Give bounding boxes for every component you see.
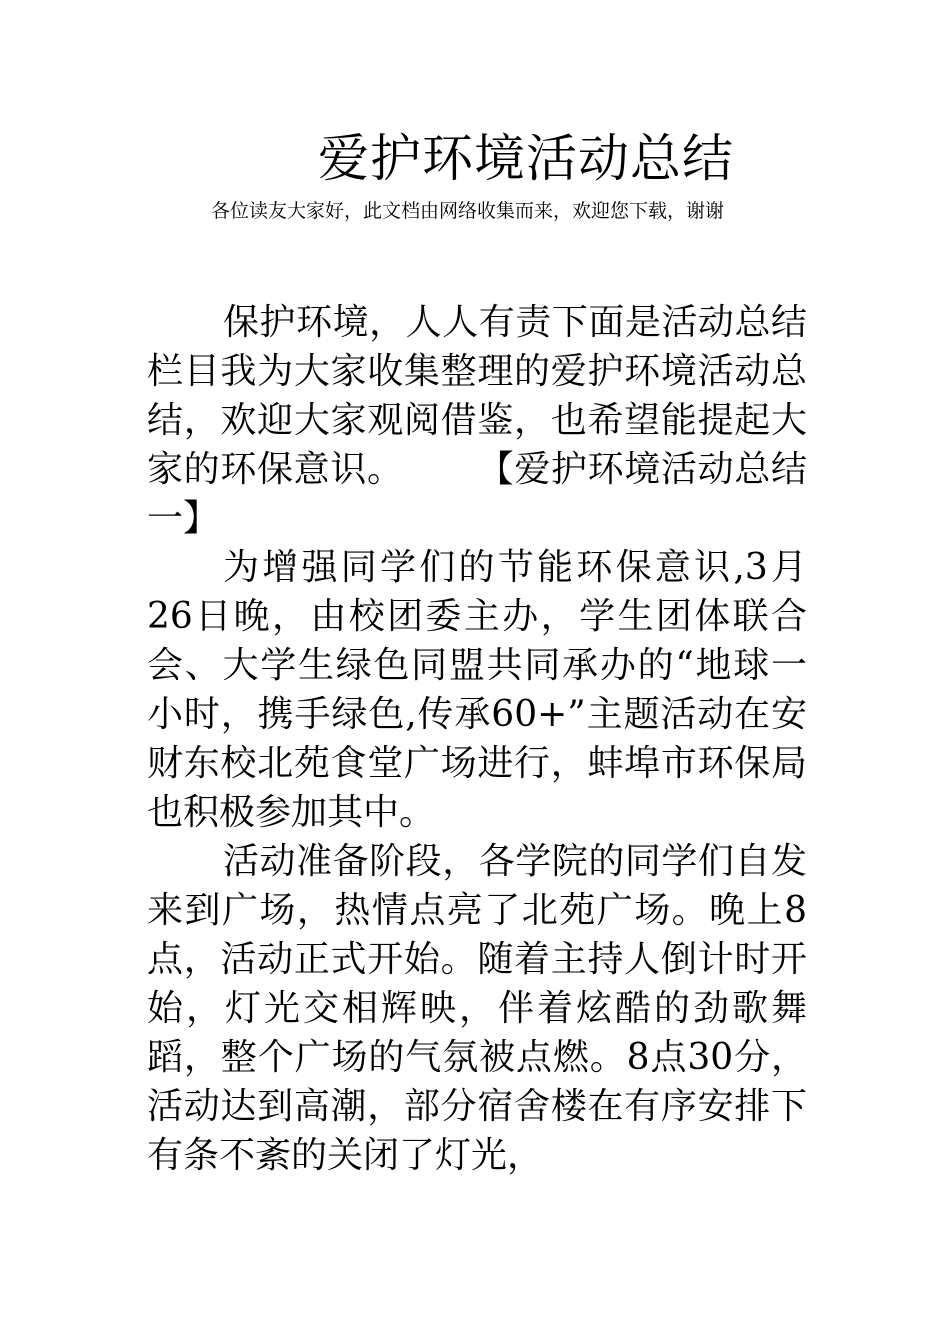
document-body: [147, 298, 807, 1180]
download-note: 各位读友大家好，此文档由网络收集而来，欢迎您下载，谢谢: [211, 200, 725, 222]
paragraph-event: 为增强同学们的节能环保意识,3月26日晚，由校团委主办，学生团体联合会、大学生绿色同盟共同承办的“地球一小时，携手绿色,传承60+”主题活动在安财东校北苑食堂广场进行，蚌埠市环保局也积极参加其中。: [147, 547, 807, 833]
paragraph-activity: 活动准备阶段，各学院的同学们自发来到广场，热情点亮了北苑广场。晚上8点，活动正式开始。随着主持人倒计时开始，灯光交相辉映，伴着炫酷的劲歌舞蹈，整个广场的气氛被点燃。8点30分，活动达到高潮，部分宿舍楼在有序安排下有条不紊的关闭了灯光，: [147, 841, 807, 1176]
paragraph-intro: 保护环境，人人有责下面是活动总结栏目我为大家收集整理的爱护环境活动总结，欢迎大家观阅借鉴，也希望能提起大家的环保意识。 【爱护环境活动总结一】: [147, 302, 807, 539]
document-title: 爱护环境活动总结: [318, 130, 735, 189]
